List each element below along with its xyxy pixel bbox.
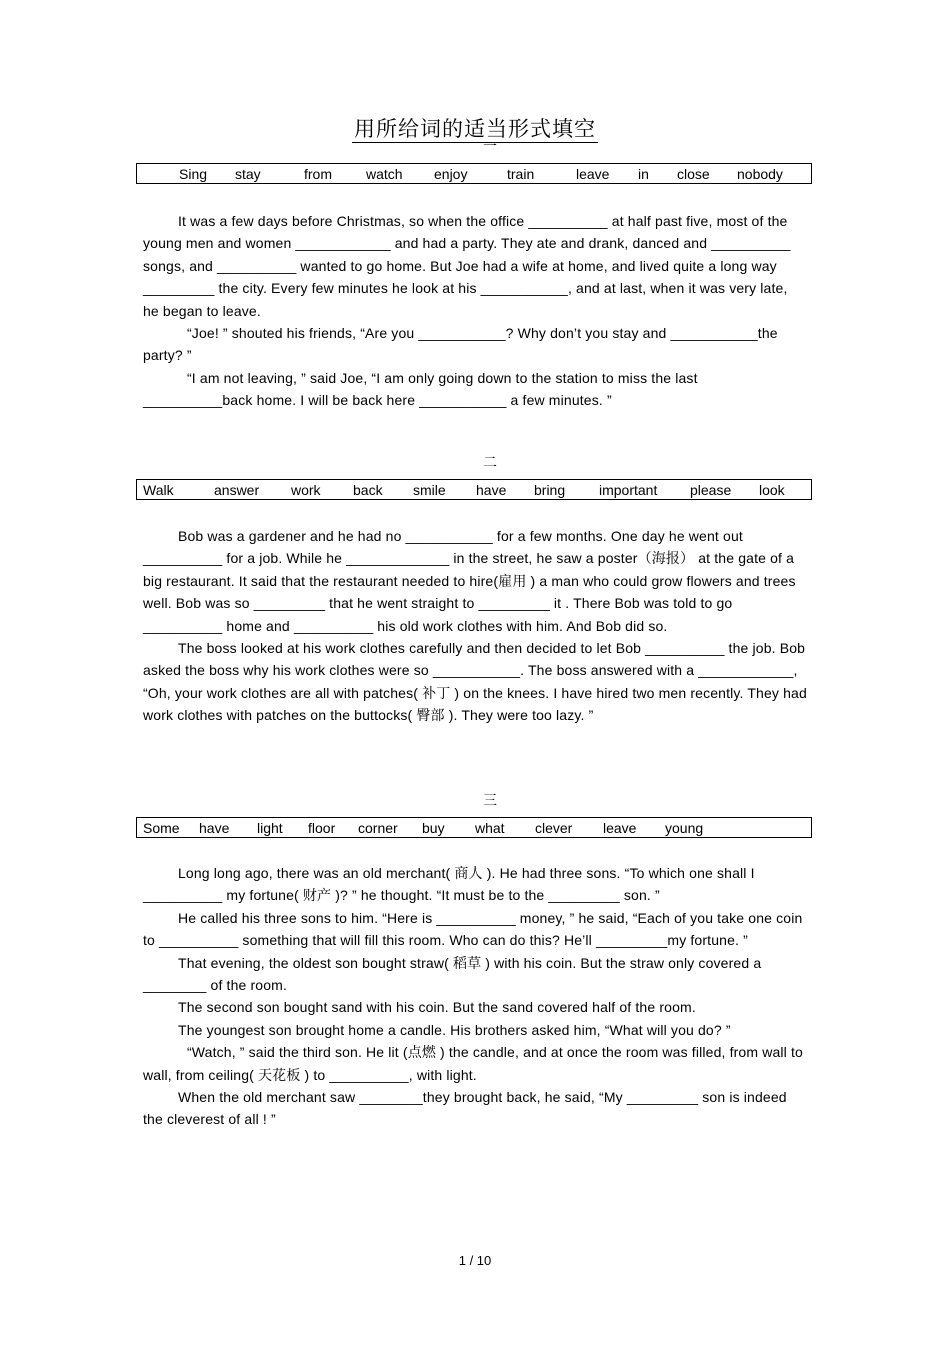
word-box-item: nobody <box>737 166 783 182</box>
paragraph: “Joe! ” shouted his friends, “Are you ___________? Why don’t you stay and ___________the party? ” <box>143 325 778 364</box>
word-box-item: Walk <box>143 482 174 498</box>
word-box-item: important <box>599 482 658 498</box>
section-3-number: 三 <box>483 793 497 809</box>
word-box-item: floor <box>308 820 336 836</box>
paragraph: “I am not leaving, ” said Joe, “I am only going down to the station to miss the last __________back home. I will be back here ___________ a few minutes. ” <box>143 369 698 409</box>
word-box-item: enjoy <box>434 166 468 182</box>
paragraph: It was a few days before Christmas, so when the office __________ at half past five, most of the young men and women ____________ and had a party. They ate and drank, danced and __________ songs, and __________ wanted to go home. But Joe had a wife at home, and lived quite a long way _________ the city. Every few minutes he look at his ___________, and at last, when it was very late, he began to leave. <box>143 213 791 319</box>
word-box-item: light <box>257 820 283 836</box>
paragraph: The boss looked at his work clothes carefully and then decided to let Bob __________ the job. Bob asked the boss why his work clothes were so ___________. The boss answered with a ____________, “Oh, your work clothes are all with patches( 补丁 ) on the knees. I have hired two men recently. They had work clothes with patches on the buttocks( 臀部 ). They were too lazy. ” <box>143 640 807 724</box>
word-box-item: close <box>677 166 710 182</box>
section-1-word-box <box>136 163 812 184</box>
word-box-item: have <box>199 820 230 836</box>
word-box-item: watch <box>366 166 403 182</box>
section-3-word-box <box>136 817 812 838</box>
section-1-number: 一 <box>483 139 497 155</box>
word-box-item: buy <box>422 820 445 836</box>
word-box-item: leave <box>576 166 610 182</box>
word-box-item: Some <box>143 820 180 836</box>
page-title-text: 用所给词的适当形式填空 <box>354 117 596 141</box>
section-3-passage <box>143 862 807 1131</box>
word-box-item: back <box>353 482 383 498</box>
section-2-word-box <box>136 479 812 500</box>
paragraph: The second son bought sand with his coin. But the sand covered half of the room. <box>178 999 696 1016</box>
word-box-item: please <box>690 482 732 498</box>
word-box-item: leave <box>603 820 637 836</box>
section-2-number: 二 <box>483 455 497 471</box>
word-box-item: from <box>304 166 332 182</box>
word-box-item: train <box>507 166 535 182</box>
word-box-item: what <box>475 820 505 836</box>
paragraph: Bob was a gardener and he had no ___________ for a few months. One day he went out __________ for a job. While he _____________ in the street, he saw a poster（海报） at the gate of a big restaurant. It said that the restaurant needed to hire(雇用 ) a man who could grow flowers and trees well. Bob was so _________ that he went straight to _________ it . There Bob was told to go __________ home and __________ his old work clothes with him. And Bob did so. <box>143 528 796 634</box>
paragraph: He called his three sons to him. “Here is __________ money, ” he said, “Each of you take one coin to __________ something that will fill this room. Who can do this? He’ll _________my fortune. ” <box>143 909 803 949</box>
word-box-item: smile <box>413 482 446 498</box>
paragraph: “Watch, ” said the third son. He lit (点燃 ) the candle, and at once the room was filled, from wall to wall, from ceiling( 天花板 ) to __________, with light. <box>143 1044 803 1083</box>
paragraph: That evening, the oldest son bought straw( 稻草 ) with his coin. But the straw only covered a ________ of the room. <box>143 954 762 994</box>
paragraph: When the old merchant saw ________they brought back, he said, “My _________ son is indeed the cleverest of all ! ” <box>143 1089 787 1128</box>
word-box-item: stay <box>235 166 261 182</box>
page-title <box>0 113 950 143</box>
word-box-item: look <box>759 482 785 498</box>
section-1-passage <box>143 210 807 412</box>
word-box-item: Sing <box>179 166 208 182</box>
paragraph: Long long ago, there was an old merchant( 商人 ). He had three sons. “To which one shall I __________ my fortune( 财产 )? ” he thought. “It must be to the _________ son. ” <box>143 865 755 904</box>
word-box-item: clever <box>535 820 573 836</box>
word-box-item: work <box>291 482 321 498</box>
word-box-item: have <box>476 482 507 498</box>
word-box-item: corner <box>358 820 398 836</box>
section-2-passage <box>143 525 807 727</box>
paragraph: The youngest son brought home a candle. His brothers asked him, “What will you do? ” <box>178 1021 731 1038</box>
word-box-item: bring <box>534 482 566 498</box>
word-box-item: in <box>638 166 649 182</box>
word-box-item: answer <box>214 482 260 498</box>
word-box-item: young <box>665 820 704 836</box>
page-number: 1 / 10 <box>458 1253 492 1268</box>
